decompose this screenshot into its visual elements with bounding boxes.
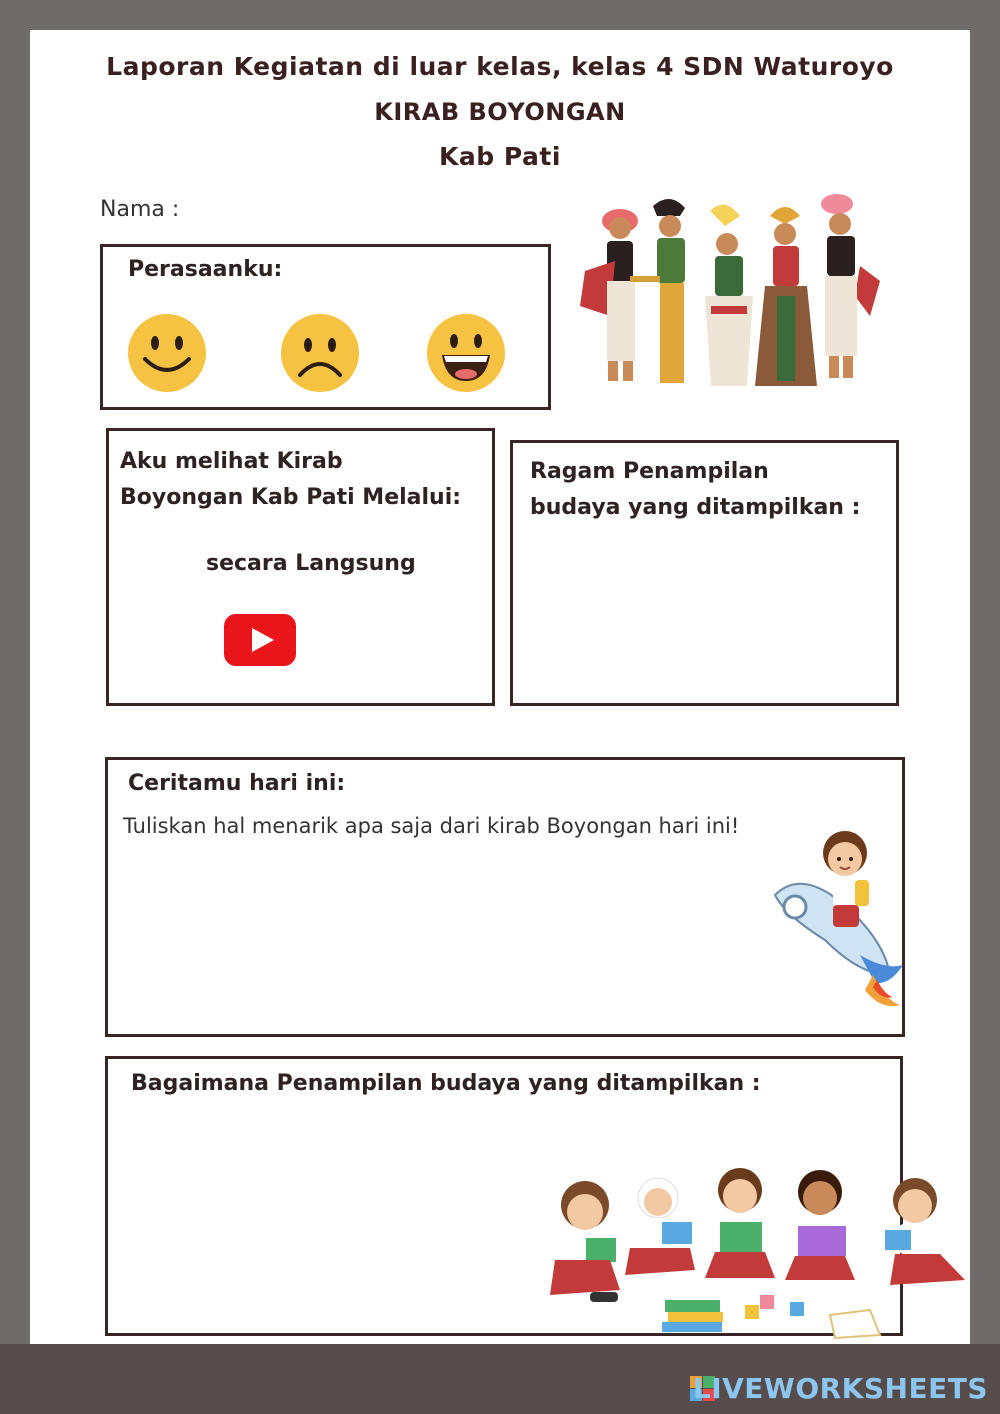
option-direct[interactable]: secara Langsung (206, 551, 416, 576)
feelings-label: Perasaanku: (128, 257, 283, 282)
performance-label: Bagaimana Penampilan budaya yang ditampilkan : (131, 1071, 761, 1096)
grinning-face-icon[interactable] (426, 313, 506, 393)
smiling-face-icon[interactable] (127, 313, 207, 393)
variety-line2: budaya yang ditampilkan : (530, 495, 861, 520)
frowning-face-icon[interactable] (280, 313, 360, 393)
worksheet-title: Laporan Kegiatan di luar kelas, kelas 4 SDN Waturoyo (106, 52, 894, 81)
story-label: Ceritamu hari ini: (128, 771, 346, 796)
rocket-kid-illustration (765, 825, 905, 1015)
seen-via-line2: Boyongan Kab Pati Melalui: (120, 485, 462, 510)
name-label: Nama : (100, 197, 180, 222)
seen-via-line1: Aku melihat Kirab (120, 449, 343, 474)
event-title: KIRAB BOYONGAN (374, 98, 626, 126)
liveworksheets-watermark: LIVEWORKSHEETS (692, 1372, 988, 1405)
variety-line1: Ragam Penampilan (530, 459, 769, 484)
region-title: Kab Pati (439, 142, 561, 171)
youtube-icon[interactable] (224, 614, 296, 666)
children-reading-illustration (550, 1160, 975, 1345)
story-prompt: Tuliskan hal menarik apa saja dari kirab Boyongan hari ini! (123, 814, 740, 838)
traditional-dancers-illustration (575, 186, 885, 396)
